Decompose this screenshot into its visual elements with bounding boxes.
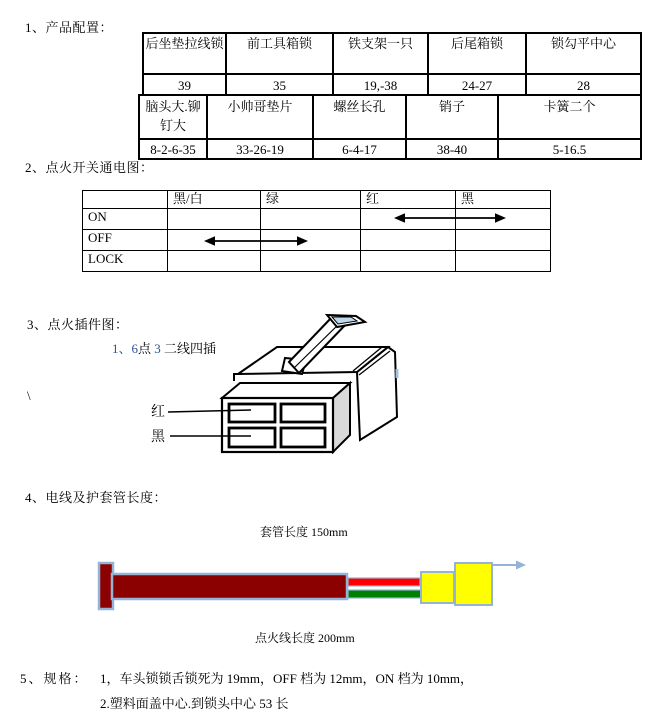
config-value-cell: 35	[226, 74, 333, 98]
config-header-cell: 螺丝长孔	[313, 95, 406, 139]
front-box-top-face	[222, 383, 350, 398]
wire-length-diagram	[95, 556, 530, 612]
config-header-cell: 后坐垫拉线锁	[143, 33, 226, 74]
switch-empty-cell	[361, 251, 456, 272]
product-config-table-bottom	[138, 94, 642, 160]
switch-corner-cell	[83, 191, 168, 209]
config-value-cell: 5-16.5	[498, 139, 641, 159]
switch-row-header: LOCK	[83, 251, 168, 272]
section5-title: 5、规格：	[20, 671, 89, 686]
switch-empty-cell	[168, 209, 261, 230]
switch-col-header: 黑/白	[168, 191, 261, 209]
connector-large	[455, 563, 492, 605]
config-header-cell: 脑头大.铆钉大	[139, 95, 207, 139]
config-value-cell: 28	[526, 74, 641, 98]
arrowhead-left	[394, 213, 405, 223]
config-value-cell: 39	[143, 74, 226, 98]
config-value-cell: 38-40	[406, 139, 498, 159]
config-header-row	[143, 33, 641, 74]
ignition-wire-length-label: 点火线长度 200mm	[255, 631, 355, 645]
off-connection-arrow	[203, 234, 309, 248]
config-value-row	[139, 139, 641, 159]
on-connection-arrow	[393, 211, 507, 225]
black-wire-label: 黑	[151, 430, 165, 445]
arrowhead-left	[204, 236, 215, 246]
switch-col-header: 黑	[456, 191, 551, 209]
switch-row-header: ON	[83, 209, 168, 230]
config-header-cell: 锁勾平中心	[526, 33, 641, 74]
plug-note: 1、6点 3 二线四插	[112, 341, 217, 356]
sheath-tube	[112, 574, 347, 599]
plug-body-notch	[234, 374, 242, 381]
switch-empty-cell	[261, 251, 361, 272]
config-value-cell: 24-27	[428, 74, 526, 98]
config-header-cell: 小帅哥垫片	[207, 95, 313, 139]
arrowhead-right	[495, 213, 506, 223]
section2-title: 2、点火开关通电图：	[25, 160, 154, 175]
ignition-plug-diagram	[145, 305, 530, 470]
arrowhead-right	[297, 236, 308, 246]
green-wire	[348, 590, 421, 598]
switch-row-lock	[83, 251, 551, 272]
switch-row-header: OFF	[83, 230, 168, 251]
config-header-cell: 前工具箱锁	[226, 33, 333, 74]
slot-top-left	[229, 404, 275, 422]
config-value-cell: 6-4-17	[313, 139, 406, 159]
slot-bottom-left	[229, 428, 275, 447]
sheath-length-label: 套管长度 150mm	[260, 525, 348, 539]
plug-note-number: 1、6	[112, 341, 139, 356]
slot-bottom-right	[281, 428, 325, 447]
switch-empty-cell	[261, 209, 361, 230]
switch-empty-cell	[456, 230, 551, 251]
direction-arrowhead	[516, 561, 526, 570]
red-wire-label: 红	[151, 405, 165, 420]
spec-line-1: 1，车头锁锁舌锁死为 19mm，OFF 档为 12mm，ON 档为 10mm，	[100, 671, 474, 686]
config-value-cell: 19,-38	[333, 74, 428, 98]
config-header-cell: 后尾箱锁	[428, 33, 526, 74]
config-value-cell: 33-26-19	[207, 139, 313, 159]
section4-title: 4、电线及护套管长度：	[25, 490, 168, 505]
section3-title: 3、点火插件图：	[27, 317, 129, 332]
switch-empty-cell	[168, 251, 261, 272]
config-header-cell: 销子	[406, 95, 498, 139]
switch-row-off	[83, 230, 551, 251]
switch-header-row	[83, 191, 551, 209]
switch-empty-cell	[456, 251, 551, 272]
config-header-cell: 卡簧二个	[498, 95, 641, 139]
ignition-switch-table	[82, 190, 551, 272]
config-header-cell: 铁支架一只	[333, 33, 428, 74]
spec-line-2: 2.塑料面盖中心.到锁头中心 53 长	[100, 696, 289, 711]
switch-empty-cell	[361, 230, 456, 251]
product-config-table-top	[142, 32, 642, 99]
switch-col-header: 绿	[261, 191, 361, 209]
stray-backslash: \	[27, 388, 31, 403]
section1-title: 1、产品配置：	[25, 20, 114, 35]
plug-note-number: 3	[154, 341, 161, 356]
switch-col-header: 红	[361, 191, 456, 209]
config-header-row	[139, 95, 641, 139]
slot-top-right	[281, 404, 325, 422]
connector-small	[421, 572, 454, 603]
red-wire	[348, 578, 420, 586]
config-value-cell: 8-2-6-35	[139, 139, 207, 159]
